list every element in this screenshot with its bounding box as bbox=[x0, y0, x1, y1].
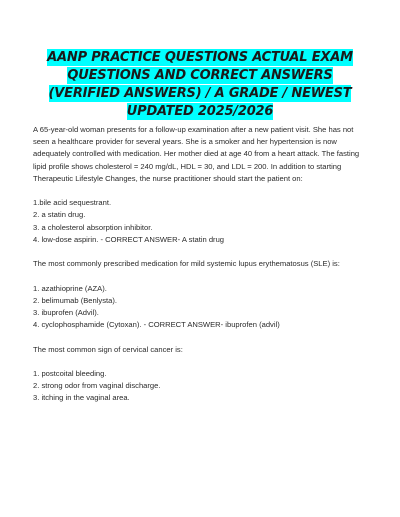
question-1-option-3: 3. a cholesterol absorption inhibitor. bbox=[33, 222, 153, 232]
question-3-option-3: 3. itching in the vaginal area. bbox=[33, 393, 130, 403]
document-title-block bbox=[42, 48, 358, 120]
question-2-stem: The most commonly prescribed medication for mild systemic lupus erythematosus (SLE) is: bbox=[33, 259, 340, 269]
question-2-option-4: 4. cyclophosphamide (Cytoxan). - CORRECT ANSWER- ibuprofen (advil) bbox=[33, 320, 280, 330]
question-3-stem: The most common sign of cervical cancer is: bbox=[33, 344, 183, 354]
question-1-stem: A 65-year-old woman presents for a follow-up examination after a new patient visit. She has not seen a healthcare provider for several years. She is a smoker and her hypertension is now adequately controlled with medication. Her mother died at age 40 from a heart attack. The fasting lipid profile shows cholesterol = 240 mg/dL, HDL = 30, and LDL = 200. In addition to starting Therapeutic Lifestyle Changes, the nurse practitioner should start the patient on: bbox=[33, 125, 360, 183]
question-2-option-2: 2. belimumab (Benlysta). bbox=[33, 295, 117, 305]
question-1-option-4: 4. low-dose aspirin. - CORRECT ANSWER- A statin drug bbox=[33, 234, 225, 244]
document-body bbox=[33, 124, 369, 405]
question-3-option-2: 2. strong odor from vaginal discharge. bbox=[33, 381, 161, 391]
question-2-option-3: 3. ibuprofen (Advil). bbox=[33, 308, 99, 317]
question-1-option-1: 1.bile acid sequestrant. bbox=[33, 198, 112, 208]
question-2-option-1: 1. azathioprine (AZA). bbox=[33, 283, 107, 293]
document-title: AANP PRACTICE QUESTIONS ACTUAL EXAM QUESTIONS AND CORRECT ANSWERS (VERIFIED ANSWERS) / A GRADE / NEWEST UPDATED 2025/2026 bbox=[47, 50, 353, 119]
question-1-option-2: 2. a statin drug. bbox=[33, 210, 86, 220]
question-3-option-1: 1. postcoital bleeding. bbox=[33, 368, 107, 378]
